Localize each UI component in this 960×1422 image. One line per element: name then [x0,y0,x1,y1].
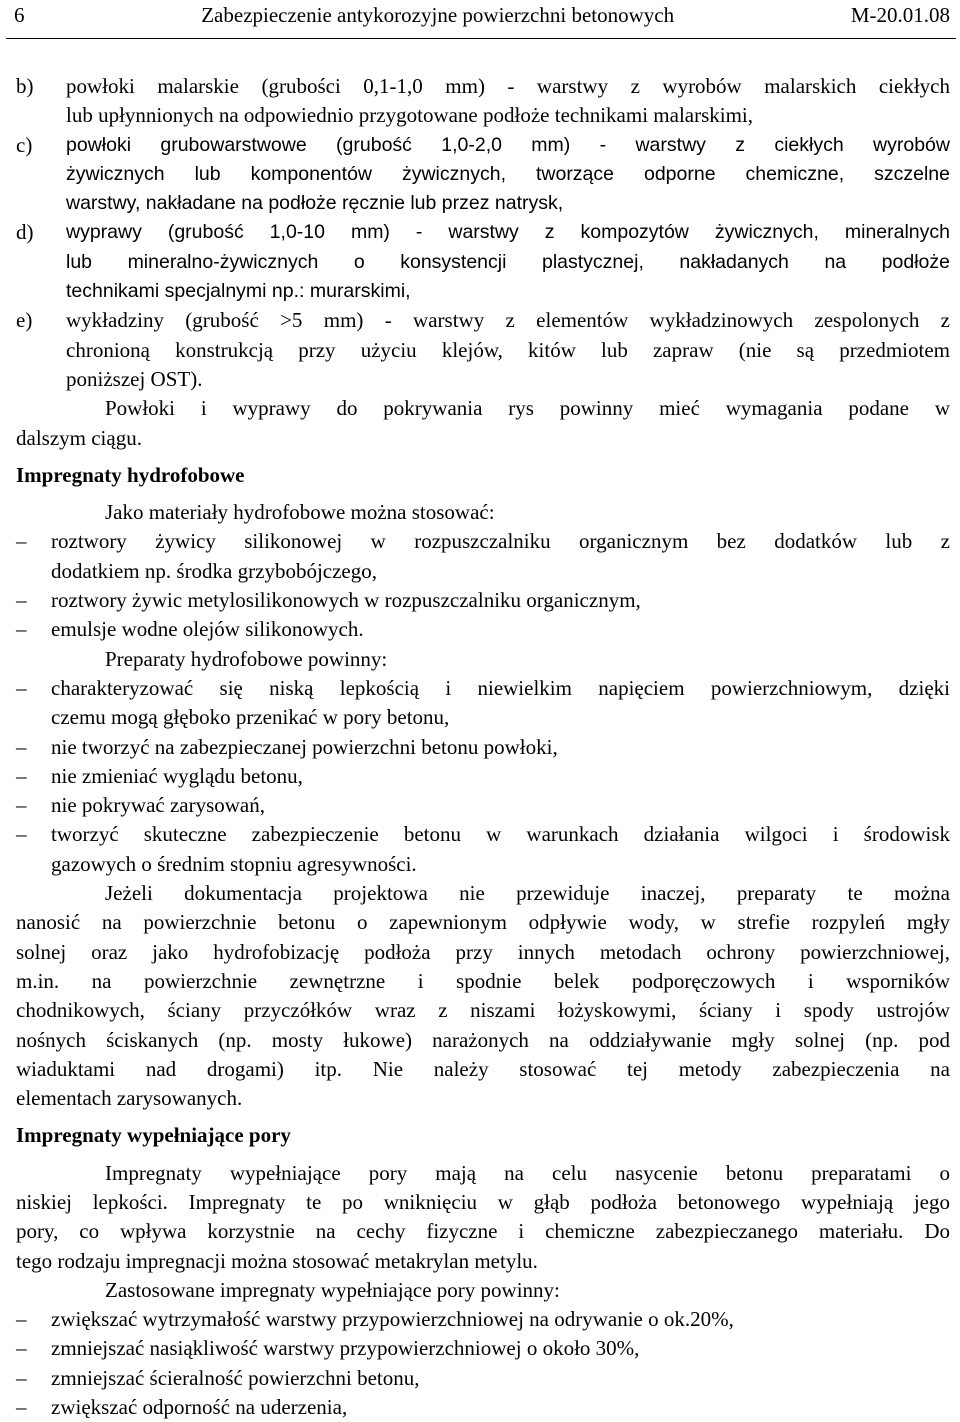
list-text: nie zmieniać wyglądu betonu, [51,763,303,788]
list-item [16,820,950,879]
section-intro: Jako materiały hydrofobowe można stosować: [105,500,495,525]
list-item [16,1364,950,1393]
list-item [16,131,950,219]
page-header [14,0,950,30]
list-text: dodatkiem np. środka grzybobójczego, [51,558,377,583]
list-item [16,733,950,762]
list-label: c) [16,132,33,157]
list-text: nie pokrywać zarysowań, [51,793,265,818]
list-text: wykładziny (grubość >5 mm) - warstwy z elementów wykładzinowych zespolonych z [66,308,950,333]
dash-marker: – [16,793,27,818]
paragraph-line: pory, co wpływa korzystnie na cechy fizyczne i chemiczne zabezpieczanego materiału. Do [16,1219,950,1244]
paragraph-line: solnej oraz jako hydrofobizację podłoża przy innych metodach ochrony powierzchniowej, [16,939,950,964]
dash-marker: – [16,588,27,613]
dash-marker: – [16,1395,27,1420]
paragraph-line: Powłoki i wyprawy do pokrywania rys powinny mieć wymagania podane w [105,396,950,421]
dash-marker: – [16,822,27,847]
paragraph-line: chodnikowych, ściany przyczółków wraz z niszami łożyskowymi, ściany i spody ustrojów [16,998,950,1023]
list-item [16,306,950,394]
list-text: żywicznych lub komponentów żywicznych, tworzące odporne chemiczne, szczelne [66,162,950,185]
list-item [16,72,950,131]
dash-marker: – [16,1307,27,1332]
list-text: emulsje wodne olejów silikonowych. [51,617,364,642]
paragraph-line: tego rodzaju impregnacji można stosować metakrylan metylu. [16,1248,538,1273]
dash-marker: – [16,1365,27,1390]
paragraph-line: dalszym ciągu. [16,425,142,450]
list-item [16,1305,950,1334]
list-text: lub mineralno-żywicznych o konsystencji plastycznej, nakładanych na podłoże [66,250,950,273]
dash-marker: – [16,617,27,642]
list-label: e) [16,308,33,333]
section-heading-hydrophobic: Impregnaty hydrofobowe [16,462,245,487]
list-text: roztwory żywic metylosilikonowych w rozpuszczalniku organicznym, [51,588,641,613]
paragraph-line: elementach zarysowanych. [16,1086,243,1111]
list-text: gazowych o średnim stopniu agresywności. [51,851,417,876]
list-text: warstwy, nakładane na podłoże ręcznie lub przez natrysk, [66,192,564,215]
list-text: tworzyć skuteczne zabezpieczenie betonu w warunkach działania wilgoci i środowisk [51,822,950,847]
list-text: poniższej OST). [66,366,203,391]
spec-code: M-20.01.08 [850,2,950,27]
list-text: charakteryzować się niską lepkością i niewielkim napięciem powierzchniowym, dzięki [51,675,950,700]
list-text: powłoki malarskie (grubości 0,1-1,0 mm) - warstwy z wyrobów malarskich ciekłych [66,74,950,98]
list-item [16,762,950,791]
header-rule [6,38,956,39]
dash-marker: – [16,763,27,788]
list-text: powłoki grubowarstwowe (grubość 1,0-2,0 mm) - warstwy z ciekłych wyrobów [66,133,950,156]
document-title: Zabezpieczenie antykorozyjne powierzchni betonowych [201,2,675,27]
list-item [16,791,950,820]
list-item [16,674,950,733]
list-text: zmniejszać ścieralność powierzchni betonu, [51,1365,420,1390]
section-intro: Preparaty hydrofobowe powinny: [105,646,388,671]
list-text: czemu mogą głęboko przenikać w pory betonu, [51,705,450,730]
list-text: zmniejszać nasiąkliwość warstwy przypowierzchniowej o około 30%, [51,1336,640,1361]
list-item [16,527,950,586]
list-text: nie tworzyć na zabezpieczanej powierzchni betonu powłoki, [51,734,558,759]
paragraph-line: nanosić na powierzchnie betonu o zapewnionym odpływie wody, w strefie rozpyleń mgły [16,910,950,935]
paragraph-line: niskiej lepkości. Impregnaty te po wniknięciu w głąb podłoża betonowego wypełniają jego [16,1189,950,1214]
list-text: chronioną konstrukcją przy użyciu klejów, kitów lub zapraw (nie są przedmiotem [66,337,950,362]
dash-marker: – [16,675,27,700]
page-content [16,72,950,1422]
list-label: b) [16,74,34,98]
dash-marker: – [16,1336,27,1361]
paragraph-line: m.in. na powierzchnie zewnętrzne i spodnie belek podporęczowych i wsporników [16,968,950,993]
list-text: technikami specjalnymi np.: murarskimi, [66,280,411,303]
list-text: zwiększać odporność na uderzenia, [51,1395,348,1420]
list-item [16,586,950,615]
dash-marker: – [16,734,27,759]
list-text: zwiększać wytrzymałość warstwy przypowierzchniowej na odrywanie o ok.20%, [51,1307,734,1332]
dash-marker: – [16,529,27,554]
page-number: 6 [14,2,25,27]
section-intro: Zastosowane impregnaty wypełniające pory powinny: [105,1277,560,1302]
list-item [16,218,950,306]
paragraph-line: wiaduktami nad drogami) itp. Nie należy stosować tej metody zabezpieczenia na [16,1056,950,1081]
list-item [16,1334,950,1363]
list-text: roztwory żywicy silikonowej w rozpuszczalniku organicznym bez dodatków lub z [51,529,950,554]
paragraph-line: Impregnaty wypełniające pory mają na celu nasycenie betonu preparatami o [105,1160,950,1185]
list-text: wyprawy (grubość 1,0-10 mm) - warstwy z kompozytów żywicznych, mineralnych [66,221,950,244]
list-text: lub upłynnionych na odpowiednio przygotowane podłoże technikami malarskimi, [66,103,754,128]
paragraph-line: Jeżeli dokumentacja projektowa nie przewiduje inaczej, preparaty te można [105,881,950,906]
list-label: d) [16,220,34,245]
section-heading-pore-filling: Impregnaty wypełniające pory [16,1123,291,1148]
list-item [16,615,950,644]
paragraph-line: nośnych ściskanych (np. mosty łukowe) narażonych na oddziaływanie mgły solnej (np. pod [16,1027,950,1052]
